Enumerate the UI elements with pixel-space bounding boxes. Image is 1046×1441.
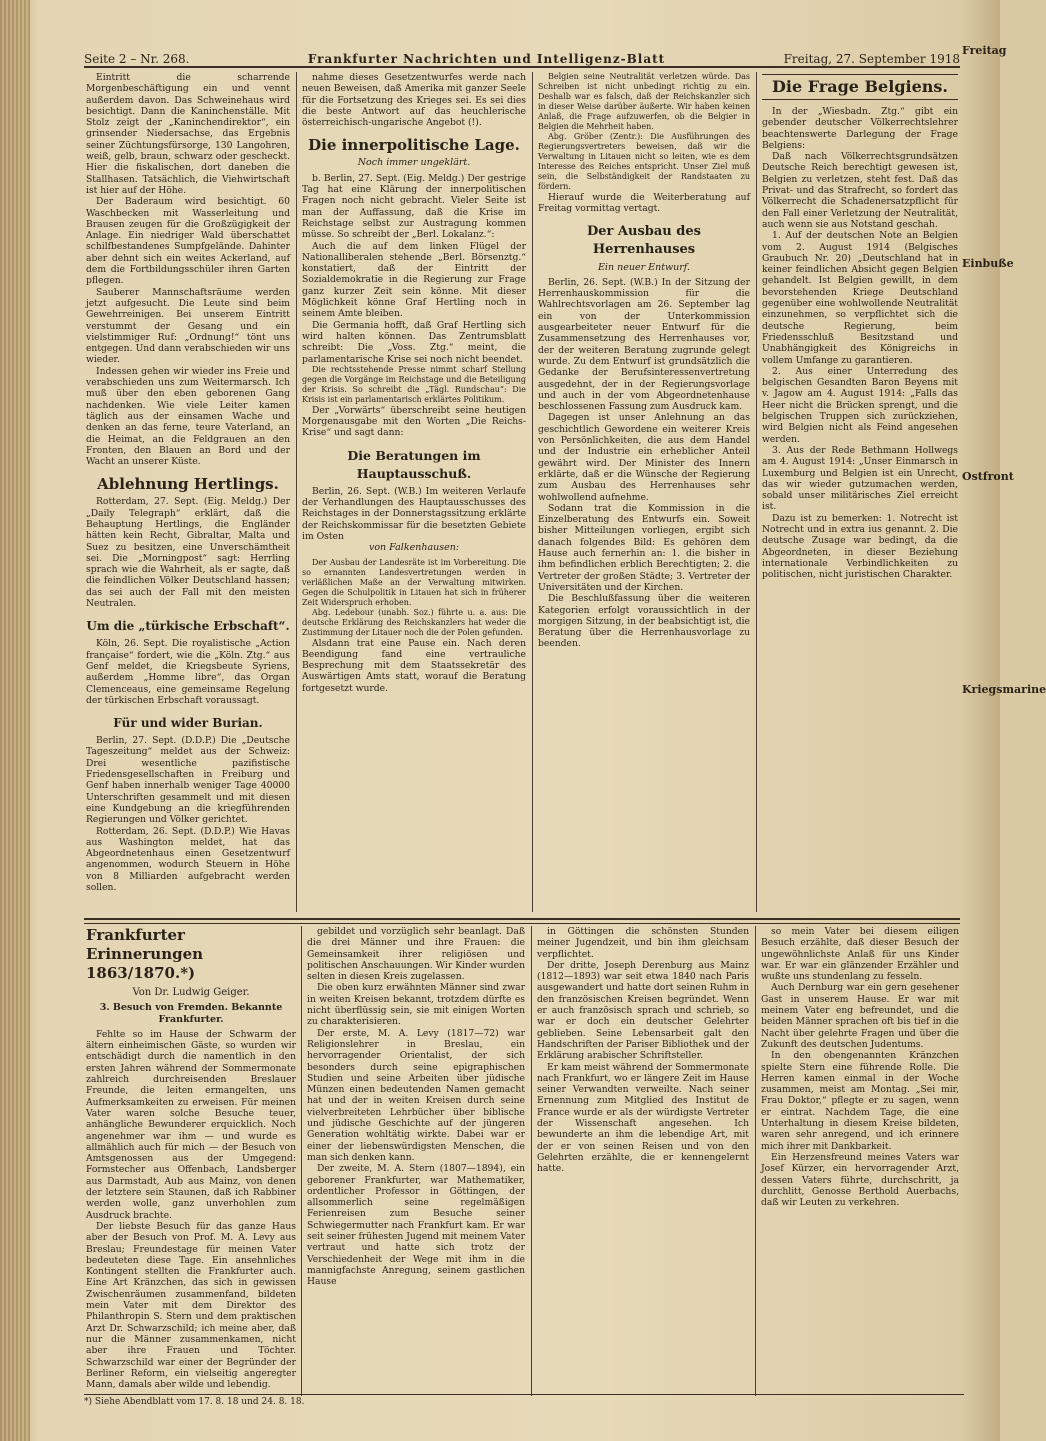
paragraph: Abg. Gröber (Zentr.): Die Ausführungen des Regierungsvertreters beweisen, daß wir die Verwaltung in Litauen nicht so leiten, wie es dem Interesse des Reiches entspricht. Unser Ziel muß sein, die Selbständigkeit der Randstaaten zu fördern.	[538, 132, 750, 191]
paragraph: Köln, 26. Sept. Die royalistische „Action française“ fordert, wie die „Köln. Ztg.“ aus Genf meldet, die Kriegsbeute Syriens, außerdem „Homme libre“, das Organ Clemenceaus, eine gemeinsame Regelung der türkischen Erbschaft voraussagt.	[86, 638, 290, 706]
paragraph: Die Beschlußfassung über die weiteren Kategorien erfolgt voraussichtlich in der morgigen Sitzung, in der beabsichtigt ist, die Beratung über die Herrenhausvorlage zu beenden.	[538, 593, 750, 650]
column-4	[762, 72, 958, 912]
article-headline: Die Beratungen im Hauptausschuß.	[347, 447, 481, 481]
paragraph: Berlin, 26. Sept. (W.B.) In der Sitzung der Herrenhauskommission für die Wahlrechtsvorlagen am 26. September lag ein von der Unterkommission ausgearbeiteter neuer Entwurf für die Zusammensetzung des Herrenhauses vor, der der weiteren Beratung zugrunde gelegt wurde. Zu dem Entwurf ist grundsätzlich die Gedanke der Berufsinteressenvertretung ausgedehnt, der in der Regierungsvorlage und auch in der vom Abgeordnetenhause beschlossenen Fassung zum Ausdruck kam.	[538, 276, 750, 413]
paragraph: Rotterdam, 26. Sept. (D.D.P.) Wie Havas aus Washington meldet, hat das Abgeordnetenhaus einen Gesetzentwurf angenommen, wodurch Steuern in Höhe von 8 Milliarden aufgebracht werden sollen.	[86, 825, 290, 893]
paragraph: Die rechtsstehende Presse nimmt scharf Stellung gegen die Vorgänge im Reichstage und die Beteiligung der Krisis. So schreibt die „Tägl. Rundschau“: Die Krisis ist ein parlamentarisch erklärtes Politikum.	[302, 364, 526, 404]
paragraph: Berlin, 27. Sept. (D.D.P.) Die „Deutsche Tageszeitung“ meldet aus der Schweiz: Drei wesentliche pazifistische Friedensgesellschaften in Freiburg und Genf haben innerhalb weniger Tage 40000 Unterschriften gesammelt und mit diesen eine Kundgebung an die kriegführenden Regierungen und Völker gerichtet.	[86, 735, 290, 826]
paragraph: Der Baderaum wird besichtigt. 60 Waschbecken mit Wasserleitung und Brausen zeugen für die Großzügigkeit der Anlage. Ein niedriger Wald überschattet schilfbestandenes Sumpfgelände. Dahinter aber dehnt sich ein weites Ackerland, auf dem die Fortbildungsschüler ihren Garten pflegen.	[86, 196, 290, 287]
paragraph: Abg. Ledebour (unabh. Soz.) führte u. a. aus: Die deutsche Erklärung des Reichskanzlers hat weder die Zustimmung der Litauer noch die der Polen gefunden.	[302, 607, 526, 637]
paragraph: Alsdann trat eine Pause ein. Nach deren Beendigung fand eine vertrauliche Besprechung mit dem Staatssekretär des Auswärtigen Amts statt, worauf die Beratung fortgesetzt wurde.	[302, 637, 526, 694]
adjacent-page-text: Freitag	[962, 44, 1007, 57]
paragraph: Sauberer Mannschaftsräume werden jetzt aufgesucht. Die Leute sind beim Gewehrreinigen. Bei unserem Eintritt verstummt der Gesang und ein vielstimmiger Ruf: „Ordnung!“ tönt uns entgegen. Und dann verabschieden wir uns wieder.	[86, 286, 290, 366]
paragraph: in Göttingen die schönsten Stunden meiner Jugendzeit, und bin ihm gleichsam verpflichtet.	[537, 926, 749, 960]
column-rule	[532, 72, 533, 912]
headline-box	[762, 74, 958, 100]
paragraph: Hierauf wurde die Weiterberatung auf Freitag vormittag vertagt.	[538, 192, 750, 215]
paragraph: Rotterdam, 27. Sept. (Eig. Meldg.) Der „Daily Telegraph“ erklärt, daß die Behauptung Hertlings, die Engländer hätten kein Recht, Gibraltar, Malta und Suez zu besitzen, eine Unverschämtheit sei. Die „Morningpost“ sagt: Herrling sprach wie die Wahrheit, als er sagte, daß die feindlichen Völker Deutschland hassen; das sei auch der Fall mit den meisten Neutralen.	[86, 496, 290, 610]
paragraph: Belgien seine Neutralität verletzen würde. Das Schreiben ist nicht unbedingt richtig zu ein. Deshalb war es falsch, daß der Reichskanzler sich in dieser Weise darüber äußerte. Wir haben keinen Anlaß, die Frage aufzuwerfen, ob die Belgier in Belgien die Mehrheit haben.	[538, 72, 750, 131]
paragraph: Die Germania hofft, daß Graf Hertling sich wird halten können. Das Zentrumsblatt schreibt: Die „Voss. Ztg.“ meint, die parlamentarische Krise sei noch nicht beendet.	[302, 319, 526, 365]
masthead: Frankfurter Nachrichten und Intelligenz-Blatt	[307, 52, 666, 66]
paragraph: nahme dieses Gesetzentwurfes werde nach neuen Beweisen, daß Amerika mit ganzer Seele für die Fortsetzung des Krieges sei. Es sei dies die beste Antwort auf das heuchlerische österreichisch-ungarische Angebot (!).	[302, 72, 526, 129]
article-headline: Der Ausbau des Herrenhauses	[587, 223, 701, 257]
byline: Von Dr. Ludwig Geiger.	[132, 987, 250, 998]
paragraph: Der dritte, Joseph Derenburg aus Mainz (1812—1893) war seit etwa 1840 nach Paris ausgewandert und hatte dort seinen Ruhm in den französischen Kreisen begründet. Wenn er auch französisch sprach und schrieb, so war er doch ein deutscher Gelehrter geblieben. Seine Lebensarbeit galt den Handschriften der Pariser Bibliothek und der Erklärung arabischer Schriftsteller.	[537, 959, 749, 1062]
column-rule	[531, 926, 532, 1396]
paragraph: In der „Wiesbadn. Ztg.“ gibt ein gebender deutscher Völkerrechtslehrer beachtenswerte Darlegung der Frage Belgiens:	[762, 106, 958, 151]
paragraph: Der liebste Besuch für das ganze Haus aber der Besuch von Prof. M. A. Levy aus Breslau; Freundestage für meinen Vater bedeuteten diese Tage. Ein ansehnliches Kontingent stellten die Frankfurter auch. Eine Art Kränzchen, das sich in gewissen Zwischenräumen zusammenfand, bildeten mein Vater mit dem Direktor des Philanthropin S. Stern und dem praktischen Arzt Dr. Schwarzschild; ich meine aber, daß nur die Männer zusammenkamen, nicht aber ihre Frauen und Töchter. Schwarzschild war einer der Begründer der Berliner Reform, ein vielseitig angeregter Mann, damals aber wilde und lebendig.	[86, 1220, 296, 1391]
feuilleton-column-3	[537, 926, 749, 1396]
column-rule	[301, 926, 302, 1396]
article-headline: Die Frage Belgiens.	[772, 77, 948, 96]
adjacent-page-strip	[962, 44, 1046, 1364]
article-subheadline: Ein neuer Entwurf.	[597, 261, 690, 273]
column-2	[302, 72, 526, 912]
paragraph: Der zweite, M. A. Stern (1807—1894), ein geborener Frankfurter, war Mathematiker, ordentlicher Professor in Göttingen, der allsommerlich seine regelmäßigen Ferienreisen zum Besuche seiner Schwiegermutter nach Frankfurt kam. Er war seit seiner frühesten Jugend mit meinem Vater vertraut und hatte sich trotz der Verschiedenheit der Wege mit ihm in die mannigfachste Anregung, seinem gastlichen Hause	[307, 1163, 525, 1288]
paragraph: In den obengenannten Kränzchen spielte Stern eine führende Rolle. Die Herren kamen einmal in der Woche zusammen, meist am Montag. „Sei mir, Frau Doktor,“ pflegte er zu sagen, wenn er eintrat. Nachdem Tage, die eine Unterhaltung in diesem Kreise bildeten, waren sehr anregend, und ich erinnere mich ihrer mit Dankbarkeit.	[761, 1050, 959, 1152]
section-heading: 3. Besuch von Fremden. Bekannte Frankfurter.	[99, 1002, 283, 1025]
paragraph: Auch Dernburg war ein gern gesehener Gast in unserem Hause. Er war mit meinem Vater eng befreundet, und die beiden Männer sprachen oft bis tief in die Nacht über gelehrte Fragen und über die Zukunft des deutschen Judentums.	[761, 982, 959, 1050]
paragraph: Der „Vorwärts“ überschreibt seine heutigen Morgenausgabe mit den Worten „Die Reichs-Krise“ und sagt dann:	[302, 404, 526, 439]
adjacent-page-text: Ostfront	[962, 470, 1014, 483]
issue-date: Freitag, 27. September 1918	[783, 52, 960, 66]
paragraph: Berlin, 26. Sept. (W.B.) Im weiteren Verlaufe der Verhandlungen des Hauptausschusses des Reichstages in der Donnerstagssitzung erklärte der Reichskommissar für die besetzten Gebiete im Osten	[302, 485, 526, 542]
paragraph: Daß nach Völkerrechtsgrundsätzen Deutsche Reich berechtigt gewesen ist, Belgien zu verletzen, steht fest. Daß das Privat- und das Strafrecht, so fordert das Völkerrecht die Schadenersatzpflicht für den Fall einer Verletzung der Neutralität, auch wenn sie aus Notstand geschah.	[762, 151, 958, 230]
feuilleton-title: Frankfurter Erinnerungen 1863/1870.*)	[86, 926, 204, 982]
paragraph: Eintritt die scharrende Morgenbeschäftigung ein und vennt außerdem davon. Das Schweinehaus wird besichtigt. Dann die Kaninchenställe. Mit Stolz zeigt der „Kaninchendirektor“, ein grinsender Niedersachse, das Ergebnis seiner Züchtungsfürsorge, 130 Langohren, weiß, gelb, braun, schwarz oder gescheckt. Hier die fiskalischen, dort daneben die Stallhasen. Tatsächlich, die Viehwirtschaft ist hier auf der Höhe.	[86, 72, 290, 196]
paragraph: Der erste, M. A. Levy (1817—72) war Religionslehrer in Breslau, ein hervorragender Orientalist, der sich besonders durch seine epigraphischen Studien und seine Arbeiten über jüdische Münzen einen bedeutenden Namen gemacht hat und der in weiten Kreisen durch seine vielverbreiteten Lehrbücher über biblische und jüdische Geschichte auf der jüngeren Generation wohltätig wirkte. Dabei war er einer der liebenswürdigsten Menschen, die man sich denken kann.	[307, 1027, 525, 1163]
paragraph: gebildet und vorzüglich sehr beanlagt. Daß die drei Männer und ihre Frauen: die Gemeinsamkeit ihrer religiösen und politischen Anschauungen. Wir Kinder wurden selten in diesen Kreis zugelassen.	[307, 926, 525, 983]
paragraph: 1. Auf der deutschen Note an Belgien vom 2. August 1914 (Belgisches Graubuch Nr. 20) „Deutschland hat in keiner feindlichen Absicht gegen Belgien gehandelt. Ist Belgien gewillt, in dem bevorstehenden Kriege Deutschland gegenüber eine wohlwollende Neutralität einzunehmen, so verpflichtet sich die deutsche Regierung, beim Friedensschluß Besitzstand und Unabhängigkeit des Königreichs in vollem Umfange zu garantieren.	[762, 230, 958, 366]
paragraph: Fehlte so im Hause der Schwarm der ältern einheimischen Gäste, so wurden wir entschädigt durch die namentlich in den ersten Jahren während der Sommermonate zahlreich durchreisenden Breslauer Freunde, die leiten ermangelten, uns Aufmerksamkeiten zu erweisen. Für meinen Vater waren solche Besuche teuer, anhängliche Bewunderer erquicklich. Noch angenehmer war ihm — und wurde es allmählich auch für mich — der Besuch von Amtsgenossen aus der Umgegend: Formstecher aus Offenbach, Landsberger aus Darmstadt, Aub aus Mainz, von denen der letztere sein Staunen, daß ich Rabbiner werden wolle, ganz unverhohlen zum Ausdruck brachte.	[86, 1028, 296, 1221]
paragraph: Dagegen ist unser Anlehnung an das geschichtlich Gewordene ein weiterer Kreis von Persönlichkeiten, die aus dem Handel und der Industrie ein erheblicher Anteil gewährt wird. Der Minister des Innern erklärte, daß er die Wünsche der Regierung zum Ausbau des Herrenhauses sehr wohlwollend aufnehme.	[538, 412, 750, 503]
column-rule	[296, 72, 297, 912]
paragraph: Ein Herzensfreund meines Vaters war Josef Kürzer, ein hervorragender Arzt, dessen Vaters führte, durchschritt, ja durchlitt, Genosse Berthold Auerbachs, daß wir Leuten zu verkehren.	[761, 1151, 959, 1209]
feuilleton-column-4	[761, 926, 959, 1396]
paragraph: Die oben kurz erwähnten Männer sind zwar in weiten Kreisen bekannt, trotzdem dürfte es nicht überflüssig sein, sie mit einigen Worten zu charakterisieren.	[307, 982, 525, 1028]
article-headline: Die innerpolitische Lage.	[308, 136, 520, 155]
footnote: *) Siehe Abendblatt vom 17. 8. 18 und 24. 8. 18.	[84, 1394, 964, 1407]
paragraph: Er kam meist während der Sommermonate nach Frankfurt, wo er längere Zeit im Hause seiner Verwandten verweilte. Nach seiner Ernennung zum Mitglied des Institut de France wurde er als der würdigste Vertreter der Wissenschaft angesehen. Ich bewunderte an ihm die lebendige Art, mit der er von seinen Reisen und von den Gelehrten erzählte, die er kennengelernt hatte.	[537, 1061, 749, 1175]
column-1	[86, 72, 290, 912]
feuilleton-column-2	[307, 926, 525, 1396]
adjacent-page-text: Einbuße	[962, 257, 1014, 270]
paragraph: Sodann trat die Kommission in die Einzelberatung des Entwurfs ein. Soweit bisher Mitteilungen vorliegen, ergibt sich danach folgendes Bild: Es gehören dem Hause auch fernerhin an: 1. die bisher in ihm befindlichen erblich Berechtigten; 2. die Vertreter der großen Städte; 3. Vertreter der Universitäten und der Kirchen.	[538, 502, 750, 593]
paragraph: so mein Vater bei diesem eiligen Besuch erzählte, daß dieser Besuch der ungewöhnlichste Anlaß für uns Kinder war. Er war ein glänzender Erzähler und wußte uns stundenlang zu fesseln.	[761, 926, 959, 983]
page-number: Seite 2 – Nr. 268.	[84, 52, 190, 66]
column-rule	[756, 72, 757, 912]
paragraph: Indessen gehen wir wieder ins Freie und verabschieden uns zum Weitermarsch. Ich muß über den eben geborenen Gang nachdenken. Wie viele Leiter kamen täglich aus der einsamen Wache und denken an das ferne, teure Vaterland, an die Heimat, an die Feldgrauen an den Fronten, den Blauen an Bord und der Wacht an unserer Küste.	[86, 365, 290, 468]
article-subheadline: von Falkenhausen:	[368, 542, 460, 554]
paragraph: Dazu ist zu bemerken: 1. Notrecht ist Notrecht und in extra ius genannt. 2. Die deutsche Zusage war bedingt, da die Abgeordneten, in dieser Beziehung internationale Verbindlichkeiten zu politischen, nicht juristischen Charakter.	[762, 512, 958, 581]
page-header	[84, 44, 960, 68]
section-divider	[84, 918, 960, 924]
article-headline: Für und wider Burian.	[113, 716, 263, 731]
adjacent-page-text: Kriegsmarine	[962, 683, 1046, 696]
column-3	[538, 72, 750, 912]
article-headline: Ablehnung Hertlings.	[97, 475, 279, 494]
article-subheadline: Noch immer ungeklärt.	[357, 157, 471, 169]
paragraph: 3. Aus der Rede Bethmann Hollwegs am 4. August 1914: „Unser Einmarsch in Luxemburg und Belgien ist ein Unrecht, das wir wieder gutzumachen werden, sobald unser militärisches Ziel erreicht ist.	[762, 444, 958, 513]
paragraph: b. Berlin, 27. Sept. (Eig. Meldg.) Der gestrige Tag hat eine Klärung der innerpolitischen Fragen noch nicht gebracht. Vieler Seite ist man der Auffassung, daß die Krise im Reichstage selbst zur Austragung kommen müsse. So schreibt der „Berl. Lokalanz.“:	[302, 172, 526, 241]
column-rule	[755, 926, 756, 1396]
feuilleton-column-1	[86, 926, 296, 1396]
book-spine	[0, 0, 30, 1441]
paragraph: Auch die auf dem linken Flügel der Nationalliberalen stehende „Berl. Börsenztg.“ konstatiert, daß der Eintritt der Sozialdemokratie in die Regierung zur Frage ganz kurzer Zeit sein könne. Mit dieser Möglichkeit könne Graf Hertling noch in seinem Amte bleiben.	[302, 240, 526, 320]
paragraph: 2. Aus einer Unterredung des belgischen Gesandten Baron Beyens mit v. Jagow am 4. August 1914: „Falls das Heer nicht die Brücken sprengt, und die belgischen Truppen sich zurückziehen, wird Belgien nicht als Feind angesehen werden.	[762, 365, 958, 445]
article-headline: Um die „türkische Erbschaft“.	[86, 619, 290, 634]
paragraph: Der Ausbau der Landesräte ist im Vorbereitung. Die so ernannten Landesvertretungen werden in verläßlichen Maße an der Verwaltung mitwirken. Gegen die Schulpolitik in Litauen hat sich in früherer Zeit Widerspruch erhoben.	[302, 557, 526, 607]
